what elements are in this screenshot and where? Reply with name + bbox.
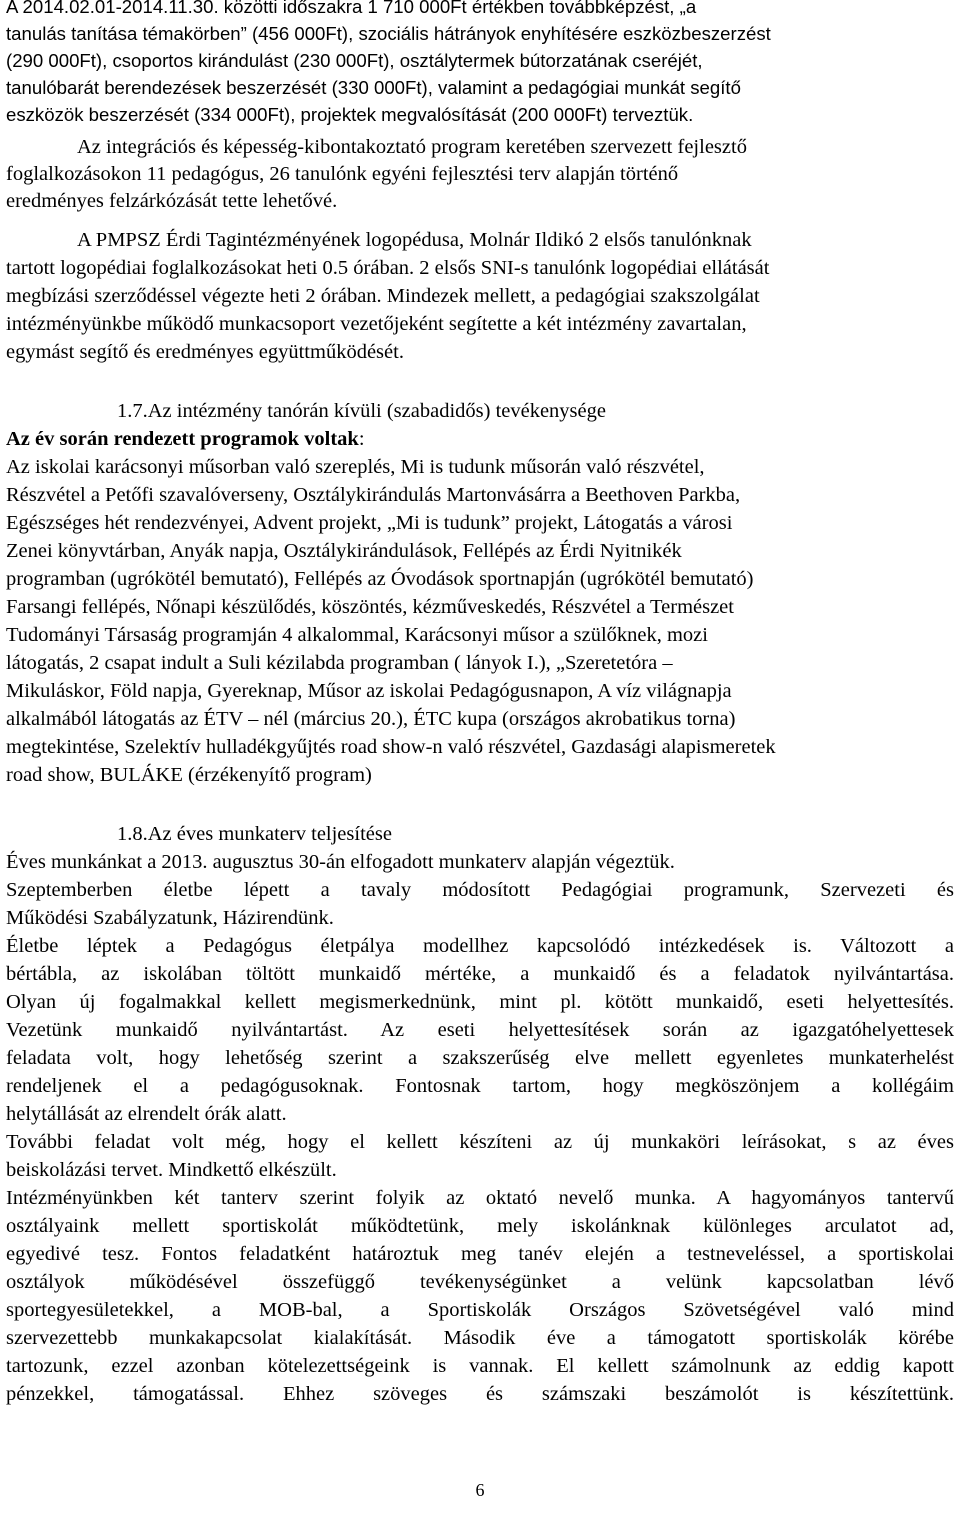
program-line: Az iskolai karácsonyi műsorban való szereplés, Mi is tudunk műsorán való részvétel, (6, 456, 705, 478)
program-line: Tudományi Társaság programján 4 alkalommal, Karácsonyi műsor a szülőknek, mozi (6, 624, 708, 646)
body-line: osztályok működésével összefüggő tevékenységünket a velünk kapcsolatban lévő (6, 1271, 954, 1293)
paragraph-line: A 2014.02.01-2014.11.30. közötti időszakra 1 710 000Ft értékben továbbképzést, „a (6, 0, 697, 17)
paragraph-line: Az integrációs és képesség-kibontakoztató program keretében szervezett fejlesztő (77, 136, 747, 158)
program-line: Farsangi fellépés, Nőnapi készülődés, köszöntés, kézműveskedés, Részvétel a Természet (6, 596, 734, 618)
paragraph-line: (290 000Ft), csoportos kirándulást (230 000Ft), osztálytermek bútorzatának cseréjét, (6, 50, 703, 71)
subheading-colon: : (358, 428, 365, 450)
program-line: látogatás, 2 csapat indult a Suli kézilabda programban ( lányok I.), „Szeretetóra – (6, 652, 673, 674)
subheading-text: Az év során rendezett programok voltak (6, 428, 359, 450)
section-heading (117, 401, 606, 422)
programs-subheading (6, 429, 365, 450)
body-line: További feladat volt még, hogy el kellett készíteni az új munkaköri leírásokat, s az éves (6, 1131, 954, 1153)
program-line: megtekintése, Szelektív hulladékgyűjtés road show-n való részvétel, Gazdasági alapismeretek (6, 736, 776, 758)
program-line: programban (ugrókötél bemutató), Fellépés az Óvodások sportnapján (ugrókötél bemutató) (6, 568, 754, 590)
paragraph-line: tartott logopédiai foglalkozásokat heti 0.5 órában. 2 elsős SNI-s tanulónk logopédiai ellátását (6, 257, 770, 279)
program-line: Egészséges hét rendezvényei, Advent projekt, „Mi is tudunk” projekt, Látogatás a városi (6, 512, 733, 534)
body-line: bértábla, az iskolában töltött munkaidő mértéke, a munkaidő és a feladatok nyilvántartása. (6, 963, 954, 985)
paragraph-line: foglalkozásokon 11 pedagógus, 26 tanulónk egyéni fejlesztési terv alapján történő (6, 163, 679, 185)
paragraph-line: tanulás tanítása témakörben” (456 000Ft), szociális hátrányok enyhítésére eszközbeszerzést (6, 23, 771, 44)
body-line: Intézményünkben két tanterv szerint folyik az oktató nevelő munka. A hagyományos tantervű (6, 1187, 954, 1209)
body-line: Éves munkánkat a 2013. augusztus 30-án elfogadott munkaterv alapján végeztük. (6, 851, 675, 873)
paragraph-line: megbízási szerződéssel végezte heti 2 órában. Mindezek mellett, a pedagógiai szakszolgálat (6, 285, 760, 307)
body-line: feladata volt, hogy lehetőség szerint a szakszerűség elve mellett egyenletes munkaterhelést (6, 1047, 954, 1069)
program-line: Részvétel a Petőfi szavalóverseny, Osztálykirándulás Martonvásárra a Beethoven Parkba, (6, 484, 741, 506)
body-line: pénzekkel, támogatással. Ehhez szöveges és számszaki beszámolót is készítettünk. (6, 1383, 954, 1405)
section-number: 1.7. (117, 400, 148, 422)
body-line: Olyan új fogalmakkal kellett megismerkednünk, mint pl. kötött munkaidő, eseti helyettesítés. (6, 991, 954, 1013)
program-line: alkalmából látogatás az ÉTV – nél (március 20.), ÉTC kupa (országos akrobatikus torna) (6, 708, 736, 730)
body-line: beiskolázási tervet. Mindkettő elkészült. (6, 1159, 337, 1181)
body-line: Életbe léptek a Pedagógus életpálya modellhez kapcsolódó intézkedések is. Változott a (6, 935, 954, 957)
paragraph-line: intézményünkbe működő munkacsoport vezetőjeként segítette a két intézmény zavartalan, (6, 313, 747, 335)
body-line: osztályaink mellett sportiskolát működtetünk, mely iskolánknak különleges arculatot ad, (6, 1215, 954, 1237)
section-title: Az intézmény tanórán kívüli (szabadidős) tevékenysége (147, 400, 606, 422)
body-line: sportegyesületekkel, a MOB-bal, a Sportiskolák Országos Szövetségével való mind (6, 1299, 954, 1321)
body-line: helytállását az elrendelt órák alatt. (6, 1103, 287, 1125)
body-line: Működési Szabályzatunk, Házirendünk. (6, 907, 334, 929)
paragraph-line: eszközök beszerzését (334 000Ft), projektek megvalósítását (200 000Ft) terveztük. (6, 104, 694, 125)
program-line: Mikuláskor, Föld napja, Gyereknap, Műsor az iskolai Pedagógusnapon, A víz világnapja (6, 680, 732, 702)
program-line: Zenei könyvtárban, Anyák napja, Osztálykirándulások, Fellépés az Érdi Nyitnikék (6, 540, 682, 562)
paragraph-line: eredményes felzárkózását tette lehetővé. (6, 190, 338, 212)
section-title: Az éves munkaterv teljesítése (147, 823, 392, 845)
paragraph-line: A PMPSZ Érdi Tagintézményének logopédusa, Molnár Ildikó 2 elsős tanulónknak (77, 229, 752, 251)
section-heading (117, 824, 392, 845)
body-line: egyedivé tesz. Fontos feladatként határoztuk meg tanév elején a testneveléssel, a sportiskolai (6, 1243, 954, 1265)
paragraph-line: egymást segítő és eredményes együttműködését. (6, 341, 404, 363)
body-line: Szeptemberben életbe lépett a tavaly módosított Pedagógiai programunk, Szervezeti és (6, 879, 954, 901)
program-line: road show, BULÁKE (érzékenyítő program) (6, 764, 372, 786)
section-number: 1.8. (117, 823, 148, 845)
body-line: rendeljenek el a pedagógusoknak. Fontosnak tartom, hogy megköszönjem a kollégáim (6, 1075, 954, 1097)
body-line: szervezettebb munkakapcsolat kialakítását. Második éve a támogatott sportiskolák körébe (6, 1327, 954, 1349)
page-number: 6 (475, 1480, 485, 1500)
body-line: tartozunk, ezzel azonban kötelezettségeink is vannak. El kellett számolnunk az eddig kapott (6, 1355, 954, 1377)
body-line: Vezetünk munkaidő nyilvántartást. Az eseti helyettesítések során az igazgatóhelyettesek (6, 1019, 954, 1041)
paragraph-line: tanulóbarát berendezések beszerzését (330 000Ft), valamint a pedagógiai munkát segítő (6, 77, 741, 98)
